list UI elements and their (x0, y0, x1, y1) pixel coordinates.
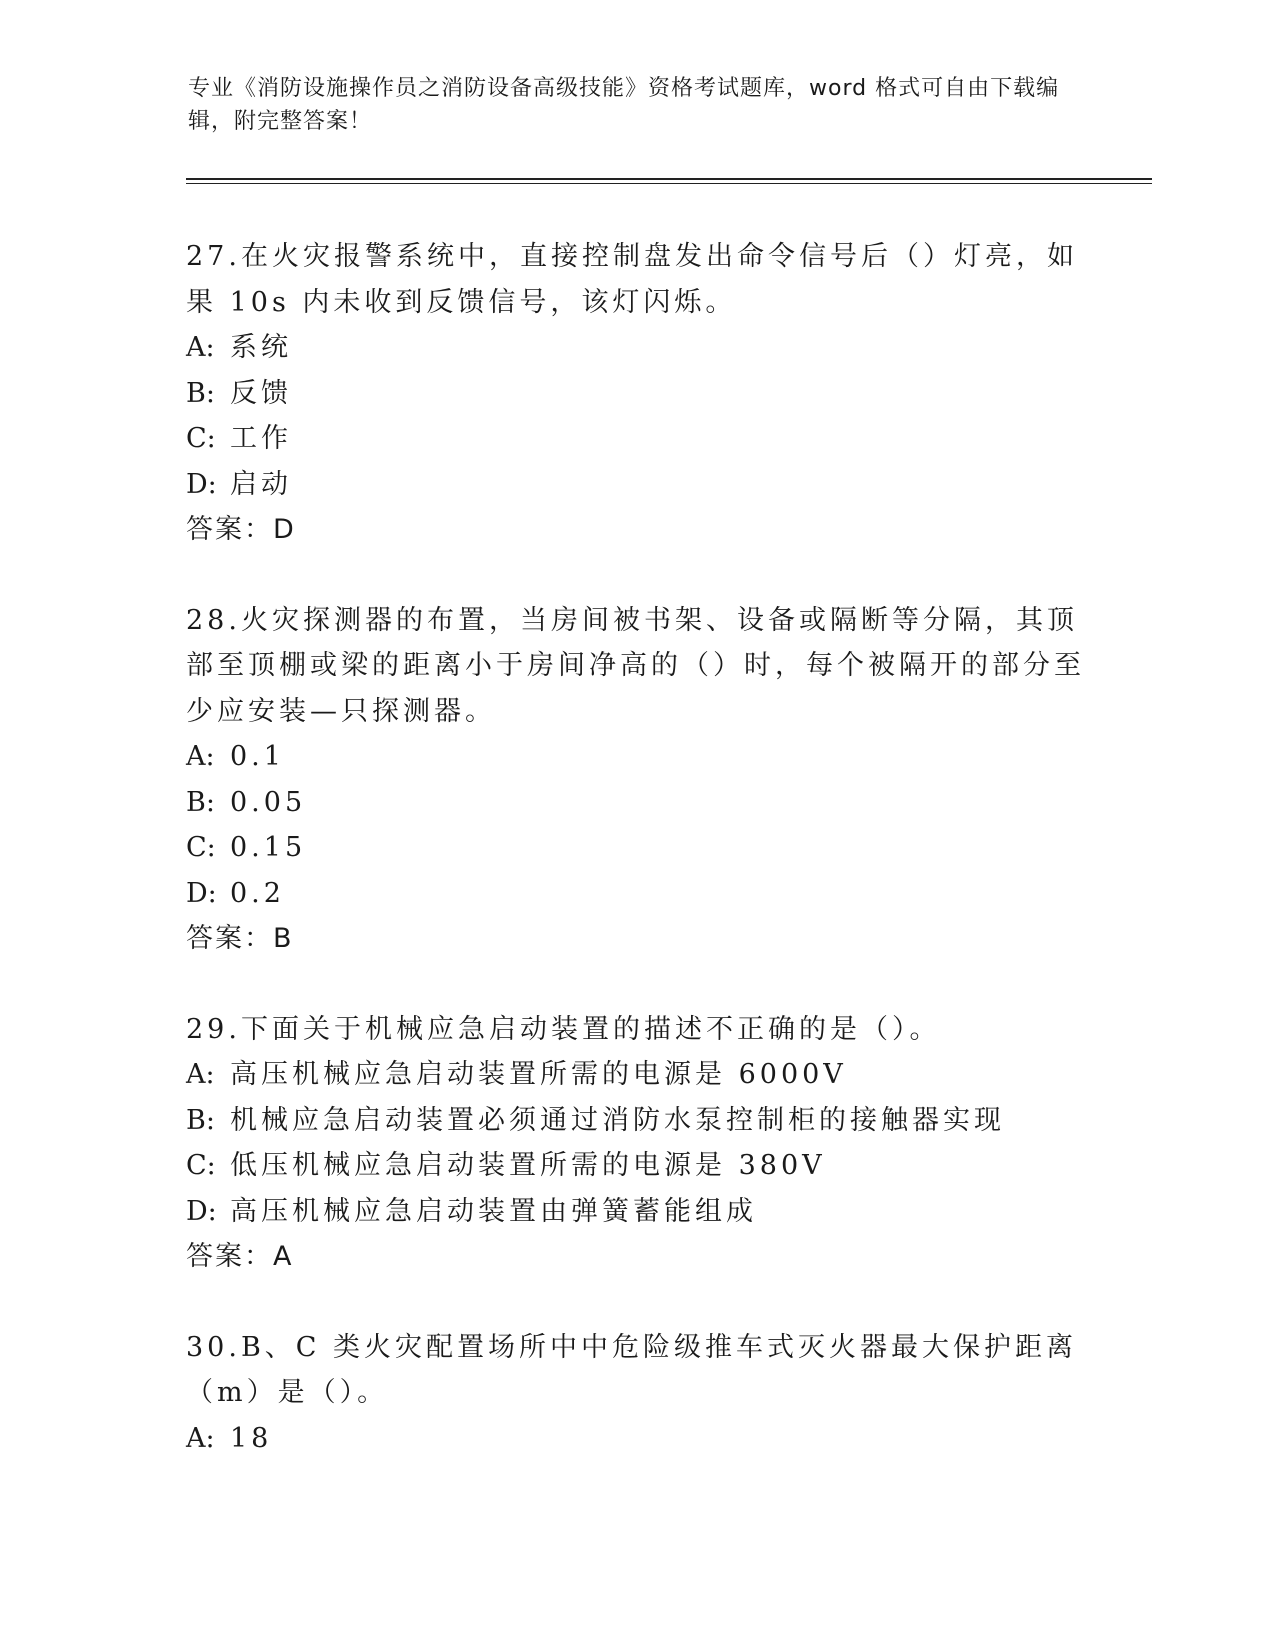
question-stem: 27.在火灾报警系统中，直接控制盘发出命令信号后（）灯亮，如果 10s 内未收到反馈信号，该灯闪烁。 (186, 241, 1078, 318)
option-text: 启动 (230, 468, 292, 500)
option-text: 0.05 (230, 786, 307, 818)
option-text: 高压机械应急启动装置由弹簧蓄能组成 (230, 1195, 757, 1227)
option-text: 低压机械应急启动装置所需的电源是 380V (230, 1150, 826, 1181)
option-text: 0.15 (230, 832, 307, 863)
option-key: C: (186, 832, 216, 863)
option-c (186, 825, 1086, 871)
option-a (186, 1416, 1086, 1462)
document-header: 专业《消防设施操作员之消防设备高级技能》资格考试题库，word 格式可自由下载编辑，附完整答案！ (188, 76, 1060, 134)
option-key: A: (186, 741, 215, 772)
option-key: A: (186, 1059, 215, 1090)
question-list (186, 234, 1086, 1506)
question-28 (186, 598, 1086, 962)
option-a (186, 1052, 1086, 1098)
option-key: B: (186, 1104, 215, 1136)
option-text: 工作 (230, 423, 292, 454)
option-text: 机械应急启动装置必须通过消防水泵控制柜的接触器实现 (230, 1104, 1005, 1136)
answer-line: 答案：B (186, 923, 294, 954)
option-text: 高压机械应急启动装置所需的电源是 6000V (230, 1059, 847, 1090)
option-key: D: (186, 877, 217, 909)
option-c (186, 416, 1086, 462)
option-c (186, 1143, 1086, 1189)
option-text: 18 (230, 1422, 273, 1454)
option-key: A: (186, 332, 215, 363)
option-key: A: (186, 1422, 215, 1454)
answer-line: 答案：A (186, 1241, 294, 1272)
option-text: 反馈 (230, 377, 292, 409)
question-30 (186, 1325, 1086, 1462)
option-text: 0.2 (230, 877, 285, 909)
option-text: 0.1 (230, 741, 285, 772)
option-text: 系统 (230, 332, 292, 363)
option-d (186, 462, 1086, 508)
option-a (186, 734, 1086, 780)
answer-line: 答案：D (186, 514, 296, 545)
question-29 (186, 1007, 1086, 1280)
option-key: C: (186, 1150, 216, 1181)
header-divider-thin (186, 183, 1152, 184)
question-27 (186, 234, 1086, 553)
question-stem: 30.B、C 类火灾配置场所中中危险级推车式灭火器最大保护距离（m）是（）。 (186, 1331, 1078, 1408)
header-divider (186, 178, 1152, 180)
option-d (186, 871, 1086, 917)
option-b (186, 371, 1086, 417)
option-key: C: (186, 423, 216, 454)
option-d (186, 1189, 1086, 1235)
option-key: B: (186, 377, 215, 409)
option-key: B: (186, 786, 215, 818)
question-stem: 28.火灾探测器的布置，当房间被书架、设备或隔断等分隔，其顶部至顶棚或梁的距离小于房间净高的（）时，每个被隔开的部分至少应安装—只探测器。 (186, 604, 1085, 727)
option-key: D: (186, 468, 217, 500)
option-key: D: (186, 1195, 217, 1227)
option-b (186, 780, 1086, 826)
option-a (186, 325, 1086, 371)
question-stem: 29.下面关于机械应急启动装置的描述不正确的是（）。 (186, 1013, 941, 1045)
option-b (186, 1098, 1086, 1144)
